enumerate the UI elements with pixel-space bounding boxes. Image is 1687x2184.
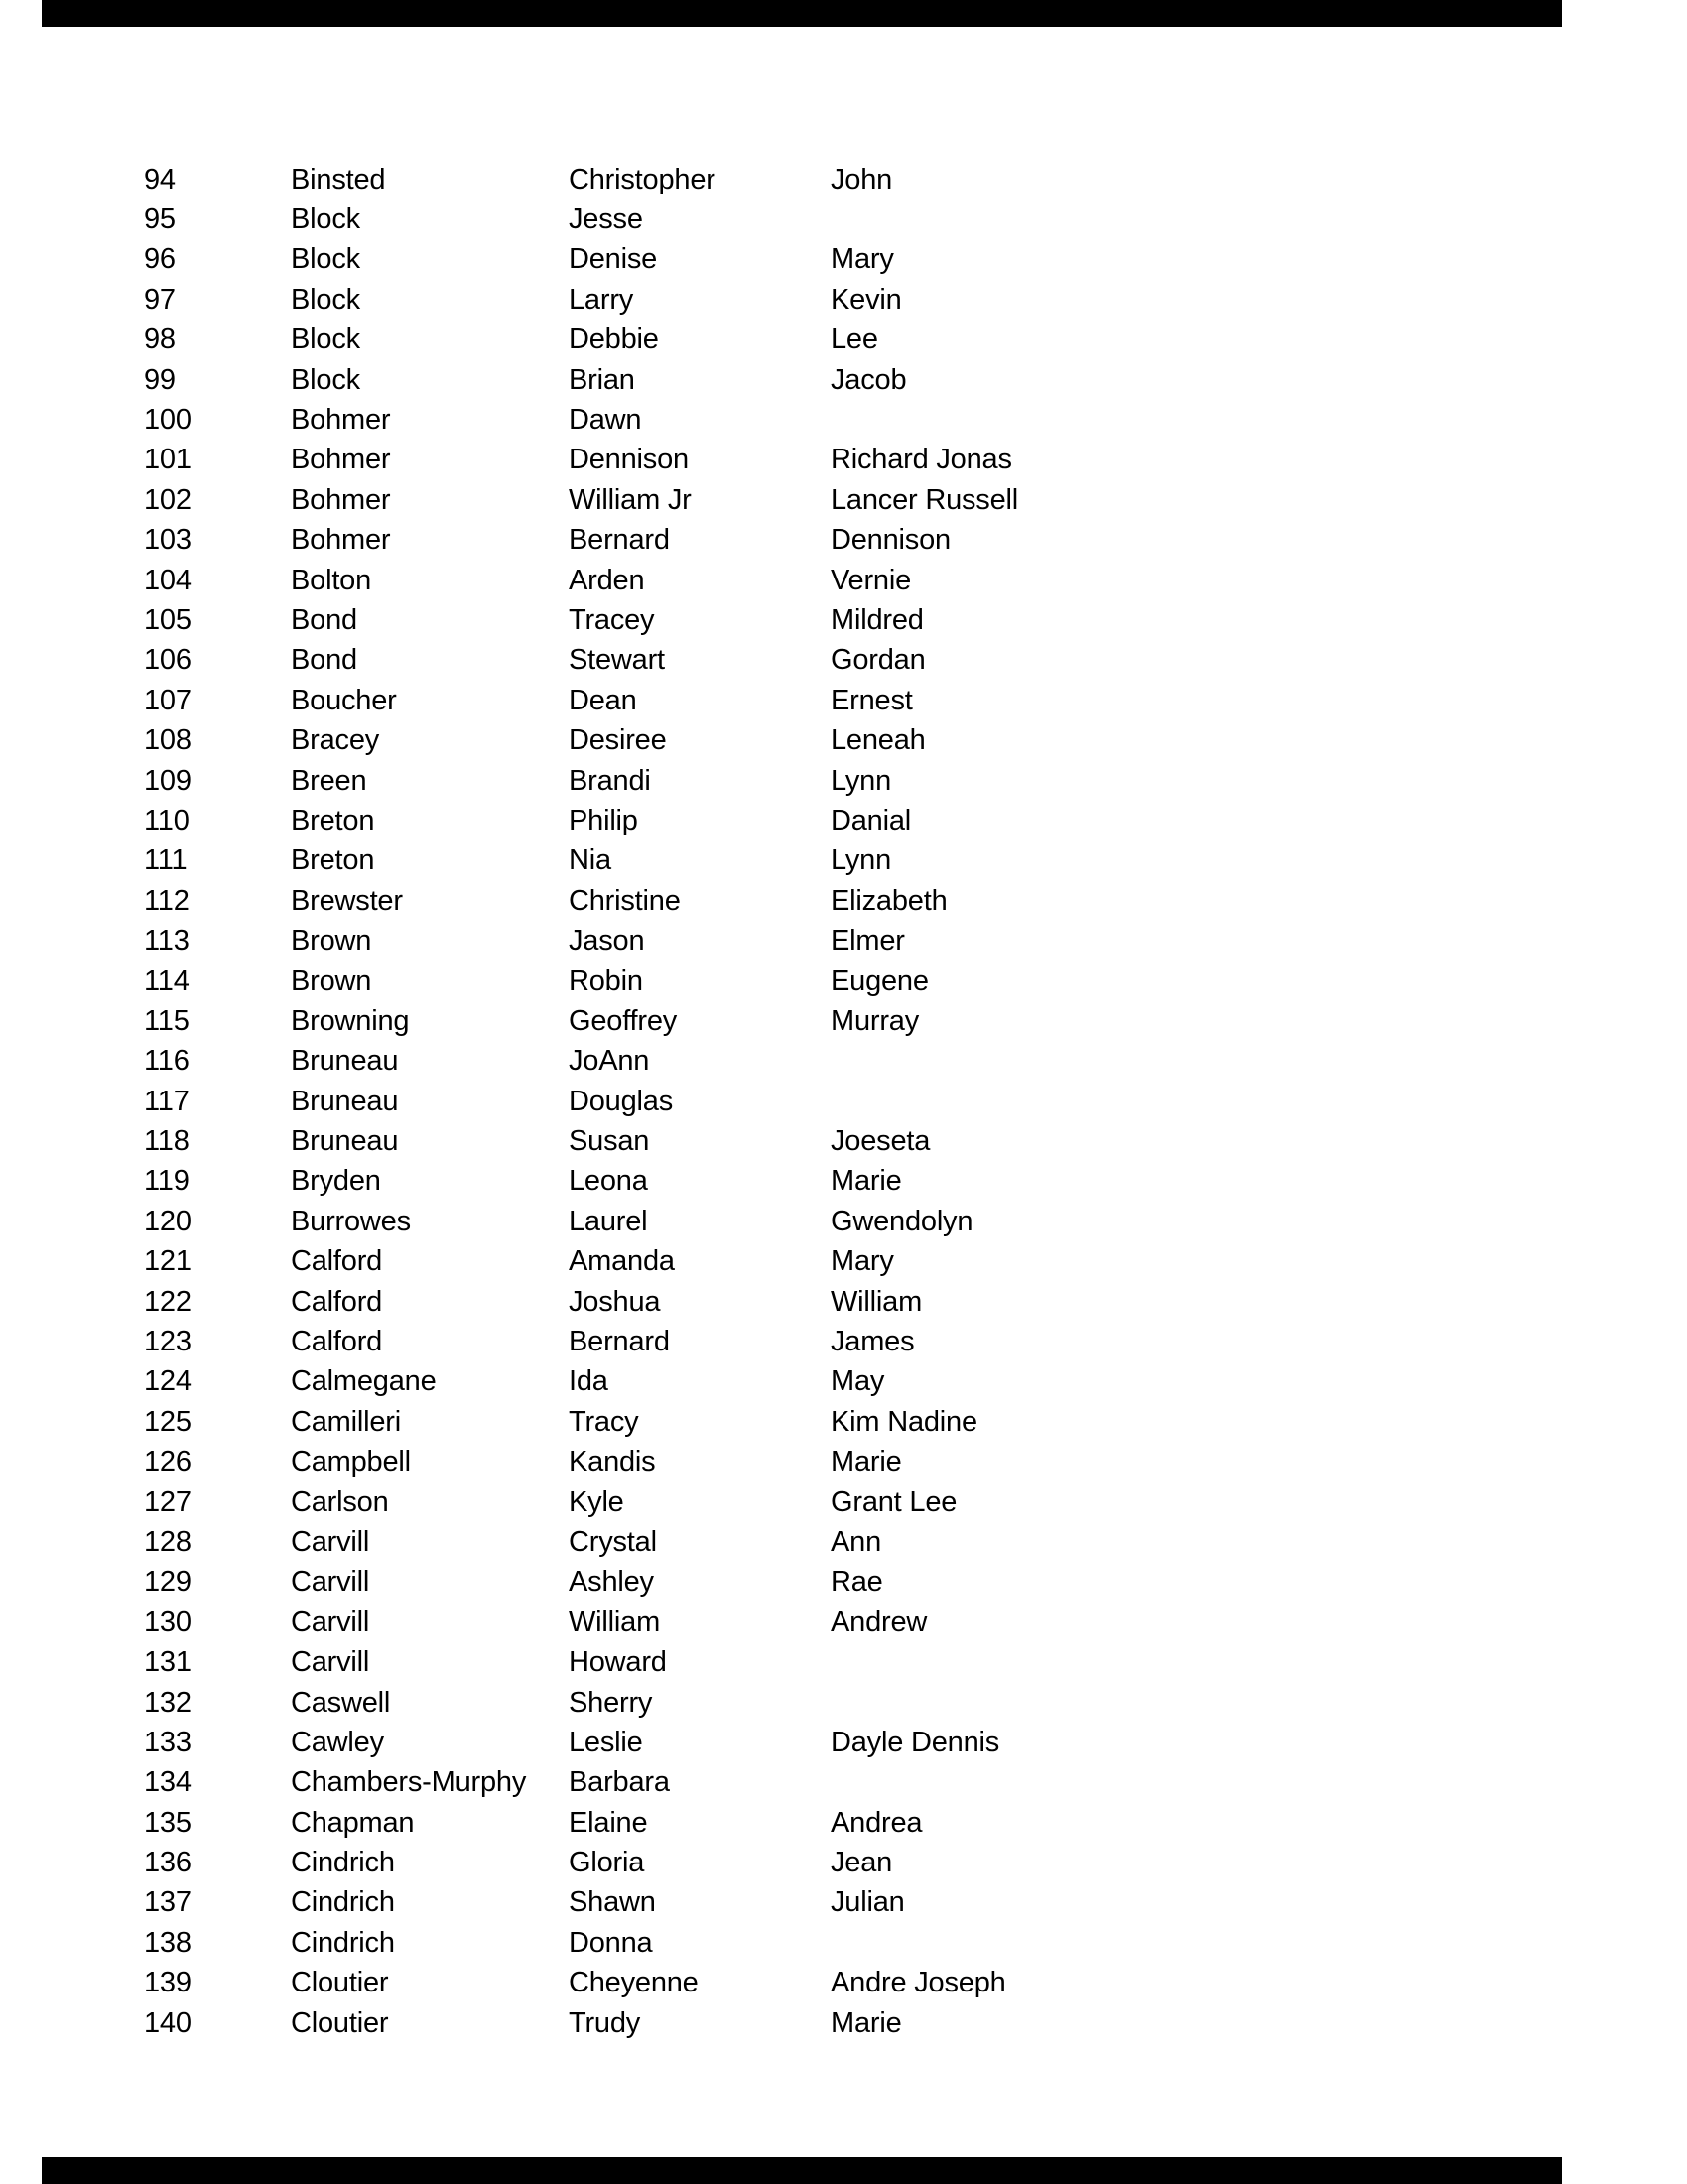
table-row xyxy=(144,1202,1533,1241)
table-row xyxy=(144,841,1533,881)
middle-name-cell: Lancer Russell xyxy=(831,483,1019,516)
middle-name-cell: Mary xyxy=(831,1245,894,1278)
last-name-cell: Bond xyxy=(291,603,357,636)
first-name-cell: Debbie xyxy=(569,323,659,356)
middle-name-cell: Marie xyxy=(831,2006,902,2039)
name-roster-list xyxy=(144,160,1533,2043)
table-row xyxy=(144,1843,1533,1882)
middle-name-cell: Murray xyxy=(831,1004,920,1037)
middle-name-cell: Marie xyxy=(831,1446,902,1478)
row-number: 124 xyxy=(144,1365,192,1398)
first-name-cell: Elaine xyxy=(569,1806,648,1839)
first-name-cell: Jason xyxy=(569,925,645,958)
middle-name-cell: Andrea xyxy=(831,1806,923,1839)
row-number: 135 xyxy=(144,1806,192,1839)
middle-name-cell: Vernie xyxy=(831,564,912,596)
first-name-cell: Howard xyxy=(569,1646,667,1679)
first-name-cell: Kyle xyxy=(569,1485,624,1518)
table-row xyxy=(144,441,1533,480)
row-number: 100 xyxy=(144,404,192,437)
row-number: 112 xyxy=(144,884,190,917)
last-name-cell: Browning xyxy=(291,1004,410,1037)
row-number: 96 xyxy=(144,243,176,276)
row-number: 110 xyxy=(144,804,190,836)
row-number: 117 xyxy=(144,1085,190,1117)
row-number: 129 xyxy=(144,1566,192,1599)
first-name-cell: Kandis xyxy=(569,1446,656,1478)
middle-name-cell: Kevin xyxy=(831,283,902,316)
top-scan-artifact-bar xyxy=(42,0,1562,27)
table-row xyxy=(144,480,1533,520)
last-name-cell: Cawley xyxy=(291,1726,384,1758)
last-name-cell: Calmegane xyxy=(291,1365,437,1398)
middle-name-cell: Jacob xyxy=(831,363,907,396)
table-row xyxy=(144,1883,1533,1923)
table-row xyxy=(144,160,1533,199)
middle-name-cell: Julian xyxy=(831,1886,905,1919)
first-name-cell: Brandi xyxy=(569,764,651,797)
first-name-cell: Christopher xyxy=(569,163,715,195)
last-name-cell: Breton xyxy=(291,844,375,877)
last-name-cell: Cindrich xyxy=(291,1847,395,1879)
table-row xyxy=(144,400,1533,440)
table-row xyxy=(144,521,1533,561)
middle-name-cell: William xyxy=(831,1285,923,1318)
table-row xyxy=(144,561,1533,600)
last-name-cell: Bruneau xyxy=(291,1085,399,1117)
table-row xyxy=(144,1763,1533,1803)
last-name-cell: Brown xyxy=(291,925,372,958)
table-row xyxy=(144,1082,1533,1121)
first-name-cell: JoAnn xyxy=(569,1045,650,1078)
middle-name-cell: James xyxy=(831,1326,915,1358)
table-row xyxy=(144,360,1533,400)
middle-name-cell: Grant Lee xyxy=(831,1485,958,1518)
middle-name-cell: Jean xyxy=(831,1847,893,1879)
last-name-cell: Calford xyxy=(291,1326,383,1358)
middle-name-cell: Gwendolyn xyxy=(831,1205,973,1237)
row-number: 123 xyxy=(144,1326,192,1358)
first-name-cell: Donna xyxy=(569,1926,653,1959)
middle-name-cell: Lynn xyxy=(831,764,892,797)
middle-name-cell: Danial xyxy=(831,804,912,836)
last-name-cell: Bohmer xyxy=(291,444,391,476)
table-row xyxy=(144,681,1533,720)
table-row xyxy=(144,1162,1533,1202)
table-row xyxy=(144,1803,1533,1843)
first-name-cell: Philip xyxy=(569,804,638,836)
last-name-cell: Bryden xyxy=(291,1165,381,1198)
row-number: 114 xyxy=(144,964,190,997)
table-row xyxy=(144,1683,1533,1723)
first-name-cell: Crystal xyxy=(569,1525,657,1558)
first-name-cell: Robin xyxy=(569,964,643,997)
last-name-cell: Brewster xyxy=(291,884,403,917)
first-name-cell: William xyxy=(569,1606,661,1638)
table-row xyxy=(144,199,1533,239)
middle-name-cell: Mary xyxy=(831,243,894,276)
middle-name-cell: Mildred xyxy=(831,603,924,636)
first-name-cell: William Jr xyxy=(569,483,692,516)
first-name-cell: Desiree xyxy=(569,724,667,757)
first-name-cell: Geoffrey xyxy=(569,1004,678,1037)
last-name-cell: Cloutier xyxy=(291,1967,389,1999)
last-name-cell: Bohmer xyxy=(291,483,391,516)
row-number: 113 xyxy=(144,925,190,958)
middle-name-cell: Lee xyxy=(831,323,878,356)
row-number: 122 xyxy=(144,1285,192,1318)
last-name-cell: Binsted xyxy=(291,163,386,195)
table-row xyxy=(144,641,1533,681)
table-row xyxy=(144,761,1533,801)
first-name-cell: Shawn xyxy=(569,1886,656,1919)
table-row xyxy=(144,921,1533,961)
last-name-cell: Bohmer xyxy=(291,524,391,557)
row-number: 127 xyxy=(144,1485,192,1518)
table-row xyxy=(144,1923,1533,1963)
table-row xyxy=(144,280,1533,320)
table-row xyxy=(144,1443,1533,1482)
last-name-cell: Block xyxy=(291,283,360,316)
row-number: 116 xyxy=(144,1045,190,1078)
middle-name-cell: Elmer xyxy=(831,925,905,958)
last-name-cell: Carvill xyxy=(291,1646,370,1679)
first-name-cell: Brian xyxy=(569,363,635,396)
table-row xyxy=(144,1723,1533,1762)
first-name-cell: Larry xyxy=(569,283,634,316)
row-number: 126 xyxy=(144,1446,192,1478)
first-name-cell: Dennison xyxy=(569,444,689,476)
row-number: 130 xyxy=(144,1606,192,1638)
last-name-cell: Breton xyxy=(291,804,375,836)
middle-name-cell: Dayle Dennis xyxy=(831,1726,1000,1758)
row-number: 136 xyxy=(144,1847,192,1879)
table-row xyxy=(144,881,1533,921)
first-name-cell: Amanda xyxy=(569,1245,675,1278)
row-number: 105 xyxy=(144,603,192,636)
first-name-cell: Leona xyxy=(569,1165,648,1198)
last-name-cell: Calford xyxy=(291,1285,383,1318)
row-number: 132 xyxy=(144,1686,192,1719)
first-name-cell: Cheyenne xyxy=(569,1967,699,1999)
last-name-cell: Block xyxy=(291,203,360,236)
first-name-cell: Sherry xyxy=(569,1686,653,1719)
first-name-cell: Arden xyxy=(569,564,645,596)
last-name-cell: Caswell xyxy=(291,1686,391,1719)
middle-name-cell: Andre Joseph xyxy=(831,1967,1006,1999)
first-name-cell: Denise xyxy=(569,243,658,276)
row-number: 139 xyxy=(144,1967,192,1999)
middle-name-cell: John xyxy=(831,163,893,195)
middle-name-cell: Marie xyxy=(831,1165,902,1198)
middle-name-cell: Gordan xyxy=(831,644,926,677)
row-number: 140 xyxy=(144,2006,192,2039)
row-number: 111 xyxy=(144,844,188,877)
middle-name-cell: Dennison xyxy=(831,524,951,557)
row-number: 103 xyxy=(144,524,192,557)
first-name-cell: Barbara xyxy=(569,1766,670,1799)
first-name-cell: Stewart xyxy=(569,644,665,677)
row-number: 107 xyxy=(144,684,192,716)
first-name-cell: Dawn xyxy=(569,404,642,437)
first-name-cell: Bernard xyxy=(569,1326,670,1358)
table-row xyxy=(144,1362,1533,1402)
first-name-cell: Gloria xyxy=(569,1847,645,1879)
last-name-cell: Burrowes xyxy=(291,1205,411,1237)
table-row xyxy=(144,240,1533,280)
last-name-cell: Bracey xyxy=(291,724,380,757)
row-number: 98 xyxy=(144,323,176,356)
table-row xyxy=(144,1522,1533,1562)
row-number: 128 xyxy=(144,1525,192,1558)
first-name-cell: Leslie xyxy=(569,1726,643,1758)
last-name-cell: Bohmer xyxy=(291,404,391,437)
table-row xyxy=(144,801,1533,840)
row-number: 106 xyxy=(144,644,192,677)
first-name-cell: Nia xyxy=(569,844,611,877)
middle-name-cell: Lynn xyxy=(831,844,892,877)
first-name-cell: Trudy xyxy=(569,2006,641,2039)
last-name-cell: Block xyxy=(291,243,360,276)
table-row xyxy=(144,1563,1533,1603)
table-row xyxy=(144,1402,1533,1442)
table-row xyxy=(144,1642,1533,1682)
middle-name-cell: Ernest xyxy=(831,684,913,716)
row-number: 104 xyxy=(144,564,192,596)
table-row xyxy=(144,1042,1533,1082)
row-number: 134 xyxy=(144,1766,192,1799)
last-name-cell: Block xyxy=(291,363,360,396)
middle-name-cell: Elizabeth xyxy=(831,884,948,917)
middle-name-cell: Eugene xyxy=(831,964,929,997)
first-name-cell: Douglas xyxy=(569,1085,673,1117)
row-number: 97 xyxy=(144,283,176,316)
row-number: 138 xyxy=(144,1926,192,1959)
table-row xyxy=(144,1121,1533,1161)
row-number: 102 xyxy=(144,483,192,516)
last-name-cell: Cindrich xyxy=(291,1926,395,1959)
last-name-cell: Bruneau xyxy=(291,1045,399,1078)
middle-name-cell: May xyxy=(831,1365,885,1398)
table-row xyxy=(144,1001,1533,1041)
table-row xyxy=(144,1964,1533,2003)
row-number: 119 xyxy=(144,1165,190,1198)
row-number: 131 xyxy=(144,1646,192,1679)
last-name-cell: Calford xyxy=(291,1245,383,1278)
middle-name-cell: Leneah xyxy=(831,724,926,757)
row-number: 95 xyxy=(144,203,176,236)
first-name-cell: Ashley xyxy=(569,1566,654,1599)
table-row xyxy=(144,720,1533,760)
table-row xyxy=(144,2003,1533,2043)
last-name-cell: Chambers-Murphy xyxy=(291,1766,527,1799)
first-name-cell: Joshua xyxy=(569,1285,661,1318)
last-name-cell: Campbell xyxy=(291,1446,411,1478)
first-name-cell: Tracy xyxy=(569,1405,639,1438)
table-row xyxy=(144,1603,1533,1642)
row-number: 133 xyxy=(144,1726,192,1758)
row-number: 120 xyxy=(144,1205,192,1237)
first-name-cell: Dean xyxy=(569,684,637,716)
first-name-cell: Christine xyxy=(569,884,681,917)
table-row xyxy=(144,321,1533,360)
row-number: 125 xyxy=(144,1405,192,1438)
middle-name-cell: Ann xyxy=(831,1525,881,1558)
row-number: 137 xyxy=(144,1886,192,1919)
table-row xyxy=(144,962,1533,1001)
row-number: 118 xyxy=(144,1125,190,1158)
table-row xyxy=(144,600,1533,640)
table-row xyxy=(144,1242,1533,1282)
middle-name-cell: Kim Nadine xyxy=(831,1405,977,1438)
last-name-cell: Carvill xyxy=(291,1566,370,1599)
last-name-cell: Camilleri xyxy=(291,1405,401,1438)
row-number: 109 xyxy=(144,764,192,797)
first-name-cell: Susan xyxy=(569,1125,650,1158)
first-name-cell: Ida xyxy=(569,1365,608,1398)
first-name-cell: Bernard xyxy=(569,524,670,557)
last-name-cell: Cindrich xyxy=(291,1886,395,1919)
last-name-cell: Breen xyxy=(291,764,367,797)
last-name-cell: Carvill xyxy=(291,1525,370,1558)
last-name-cell: Cloutier xyxy=(291,2006,389,2039)
last-name-cell: Boucher xyxy=(291,684,397,716)
table-row xyxy=(144,1282,1533,1322)
last-name-cell: Brown xyxy=(291,964,372,997)
row-number: 94 xyxy=(144,163,176,195)
first-name-cell: Jesse xyxy=(569,203,643,236)
last-name-cell: Chapman xyxy=(291,1806,415,1839)
row-number: 99 xyxy=(144,363,176,396)
first-name-cell: Tracey xyxy=(569,603,655,636)
last-name-cell: Carvill xyxy=(291,1606,370,1638)
last-name-cell: Block xyxy=(291,323,360,356)
bottom-scan-artifact-bar xyxy=(42,2157,1562,2184)
middle-name-cell: Richard Jonas xyxy=(831,444,1012,476)
table-row xyxy=(144,1482,1533,1522)
row-number: 121 xyxy=(144,1245,192,1278)
middle-name-cell: Joeseta xyxy=(831,1125,931,1158)
row-number: 115 xyxy=(144,1004,190,1037)
middle-name-cell: Andrew xyxy=(831,1606,928,1638)
first-name-cell: Laurel xyxy=(569,1205,648,1237)
middle-name-cell: Rae xyxy=(831,1566,883,1599)
last-name-cell: Bolton xyxy=(291,564,372,596)
row-number: 108 xyxy=(144,724,192,757)
row-number: 101 xyxy=(144,444,192,476)
table-row xyxy=(144,1322,1533,1361)
last-name-cell: Bond xyxy=(291,644,357,677)
last-name-cell: Carlson xyxy=(291,1485,389,1518)
last-name-cell: Bruneau xyxy=(291,1125,399,1158)
